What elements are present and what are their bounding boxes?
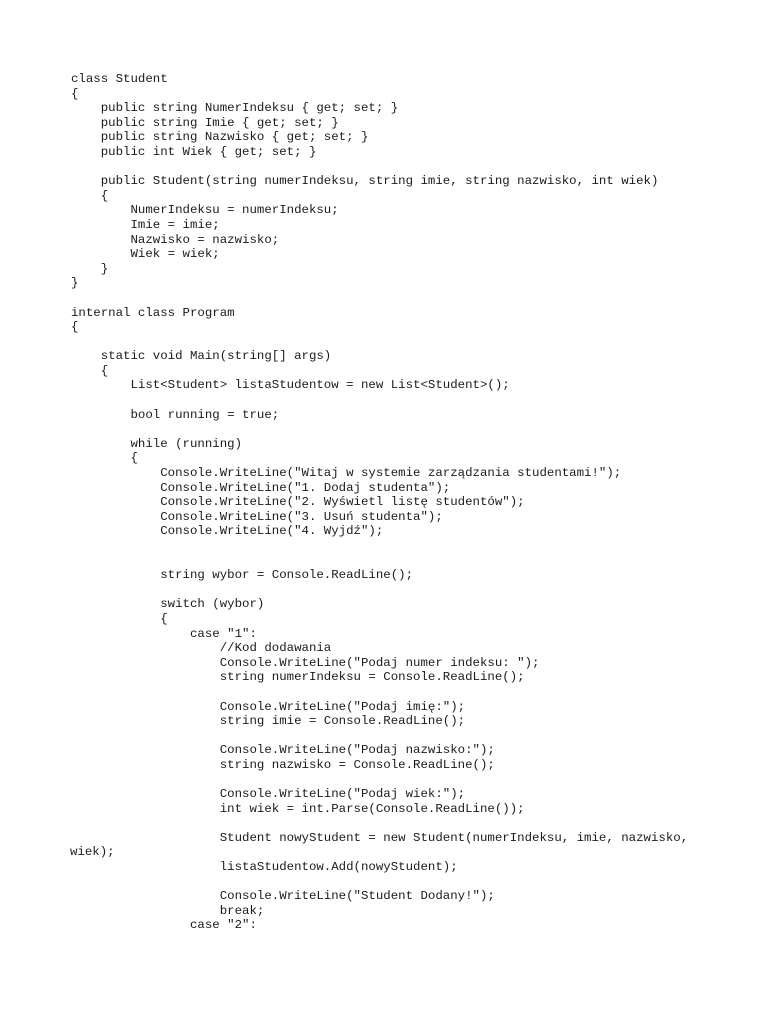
code-line: { [71,188,109,203]
code-line: class Student [71,72,168,86]
code-line: public string Nazwisko { get; set; } [71,130,369,145]
code-line: Imie = imie; [71,217,220,232]
code-line [71,583,751,598]
code-line: int wiek = int.Parse(Console.ReadLine()); [71,801,525,816]
code-line: while (running) [71,436,243,451]
code-line [71,160,751,175]
code-line [71,729,751,744]
code-line: public Student(string numerIndeksu, string imie, string nazwisko, int wiek) [71,174,659,189]
code-line: public int Wiek { get; set; } [71,144,317,159]
code-line: Console.WriteLine("4. Wyjdź"); [71,524,384,539]
code-line [71,875,751,890]
code-line: string nazwisko = Console.ReadLine(); [71,757,495,772]
code-line: Console.WriteLine("Witaj w systemie zarządzania studentami!"); [71,466,622,481]
code-line: { [71,320,79,335]
code-line: } [71,276,79,291]
code-line: bool running = true; [71,407,280,422]
code-line [71,539,751,554]
code-line [71,816,751,831]
code-line [71,773,751,788]
code-line: { [71,86,79,101]
code-line: Student nowyStudent = new Student(numerIndeksu, imie, nazwisko, [71,830,689,845]
code-line: Nazwisko = nazwisko; [71,232,280,247]
code-line: } [71,261,109,276]
code-line [71,554,751,569]
code-line: Wiek = wiek; [71,247,220,262]
code-line: string imie = Console.ReadLine(); [71,714,466,729]
code-line: internal class Program [71,305,235,320]
code-line: Console.WriteLine("1. Dodaj studenta"); [71,480,451,495]
code-line: Console.WriteLine("Student Dodany!"); [71,889,495,904]
code-line: { [71,451,138,466]
code-line: static void Main(string[] args) [71,349,332,364]
code-listing [71,72,751,933]
code-line: Console.WriteLine("3. Usuń studenta"); [71,509,443,524]
code-line: string numerIndeksu = Console.ReadLine(); [71,670,525,685]
code-line: Console.WriteLine("Podaj wiek:"); [71,787,466,802]
code-line [71,393,751,408]
code-line: break; [71,903,265,918]
code-line [71,335,751,350]
code-line: NumerIndeksu = numerIndeksu; [71,203,339,218]
code-line: List<Student> listaStudentow = new List<Student>(); [71,378,510,393]
code-line: case "2": [71,918,257,933]
code-line: listaStudentow.Add(nowyStudent); [71,860,458,875]
code-line [71,422,751,437]
code-line: case "1": [71,626,257,641]
code-line: string wybor = Console.ReadLine(); [71,568,414,583]
code-line: { [71,611,168,626]
code-line: Console.WriteLine("Podaj imię:"); [71,699,466,714]
code-line: public string NumerIndeksu { get; set; } [71,101,399,116]
code-line: //Kod dodawania [71,641,332,656]
code-line [71,291,751,306]
code-line: switch (wybor) [71,597,265,612]
code-line [71,685,751,700]
code-line-wrapped: wiek); [70,845,115,860]
code-line: Console.WriteLine("Podaj nazwisko:"); [71,743,495,758]
code-line: Console.WriteLine("Podaj numer indeksu: "); [71,655,540,670]
code-line: { [71,363,109,378]
code-line: public string Imie { get; set; } [71,115,339,130]
code-line: Console.WriteLine("2. Wyświetl listę studentów"); [71,495,525,510]
